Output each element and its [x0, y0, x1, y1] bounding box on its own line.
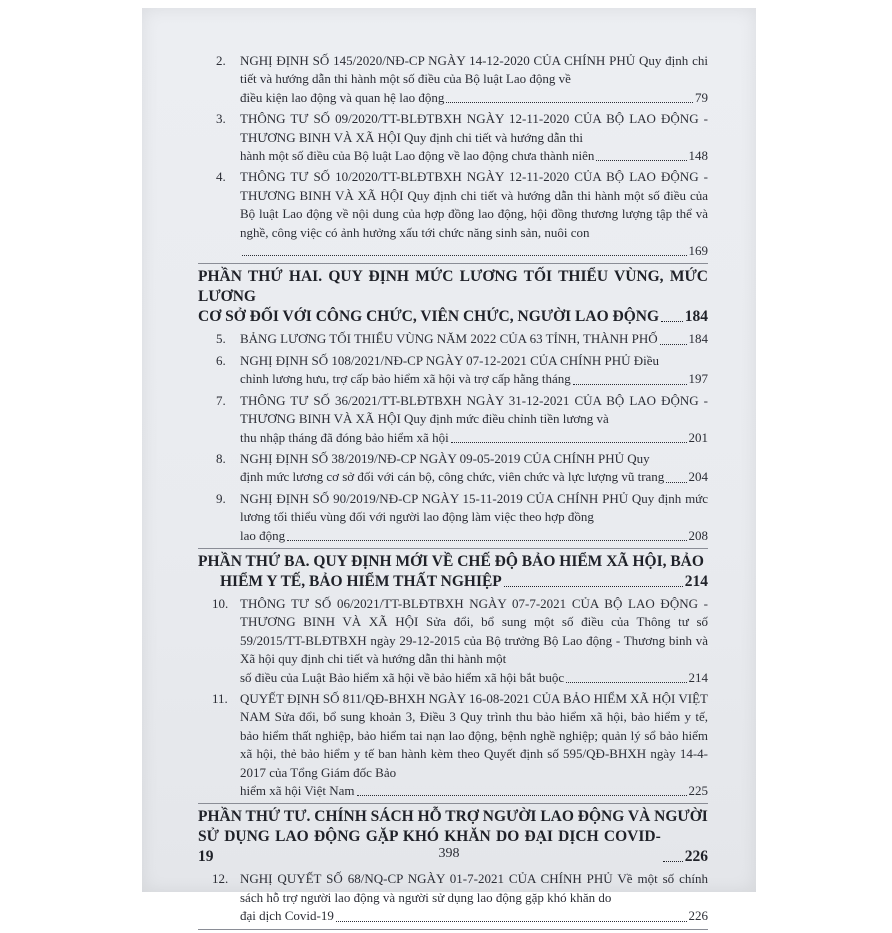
- entry-number: 9.: [216, 490, 226, 506]
- toc-entry: [198, 490, 708, 545]
- entry-text-last: đại dịch Covid-19: [240, 908, 334, 924]
- entry-text: THÔNG TƯ SỐ 09/2020/TT-BLĐTBXH NGÀY 12-11-2020 CỦA BỘ LAO ĐỘNG - THƯƠNG BINH VÀ XÃ HỘI Quy định chi tiết và hướng dẫn thi: [240, 111, 708, 145]
- part-page: 214: [684, 572, 708, 590]
- entry-text-last: hiểm xã hội Việt Nam: [240, 783, 355, 798]
- toc-entry: [198, 690, 708, 800]
- part-page: 226: [684, 848, 708, 866]
- entry-text-last: lao động: [240, 527, 286, 543]
- entry-text-last: hành một số điều của Bộ luật Lao động về lao động chưa thành niên: [240, 148, 595, 164]
- entry-page: 214: [688, 669, 708, 685]
- entry-number: 2.: [216, 53, 226, 68]
- entry-page: 225: [688, 783, 708, 798]
- toc-entry: [198, 450, 708, 487]
- entry-number: 5.: [216, 331, 226, 347]
- entry-text-last: định mức lương cơ sở đối với cán bộ, công chức, viên chức và lực lượng vũ trang: [240, 469, 665, 485]
- part-title-line1: PHẦN THỨ BA. QUY ĐỊNH MỚI VỀ CHẾ ĐỘ BẢO HIỂM XÃ HỘI, BẢO: [198, 552, 704, 570]
- entry-text-last: thu nhập tháng đã đóng bảo hiểm xã hội: [240, 429, 449, 445]
- entry-number: 7.: [216, 392, 226, 408]
- dot-leader: [451, 442, 687, 443]
- book-page: [142, 8, 756, 924]
- entry-text: NGHỊ QUYẾT SỐ 68/NQ-CP NGÀY 01-7-2021 CỦA CHÍNH PHỦ Về một số chính sách hỗ trợ người lao động và người sử dụng lao động gặp khó khăn do: [240, 871, 708, 905]
- toc-entry: [198, 168, 708, 260]
- entry-text: THÔNG TƯ SỐ 36/2021/TT-BLĐTBXH NGÀY 31-12-2021 CỦA BỘ LAO ĐỘNG - THƯƠNG BINH VÀ XÃ HỘI Quy định mức điều chỉnh tiền lương và: [240, 392, 708, 427]
- toc-entry: [198, 330, 708, 348]
- entry-page: 79: [695, 89, 708, 105]
- dot-leader: [596, 160, 686, 161]
- entry-page: 204: [688, 469, 708, 485]
- divider: [198, 263, 708, 264]
- entry-text: THÔNG TƯ SỐ 10/2020/TT-BLĐTBXH NGÀY 12-11-2020 CỦA BỘ LAO ĐỘNG - THƯƠNG BINH VÀ XÃ HỘI Quy định chi tiết và hướng dẫn thi hành một số điều của Bộ luật Lao động về nội dung của hợp đồng lao động, hội đồng thương lượng tập thể và nghề, công việc có ảnh hưởng xấu tới chức năng sinh sản, nuôi con: [240, 169, 708, 240]
- dot-leader: [287, 540, 686, 541]
- table-of-contents: [198, 52, 708, 933]
- entry-text: QUYẾT ĐỊNH SỐ 811/QĐ-BHXH NGÀY 16-08-2021 CỦA BẢO HIỂM XÃ HỘI VIỆT NAM Sửa đổi, bổ sung khoản 3, Điều 3 Quy trình thu bảo hiểm xã hội, bảo hiểm y tế, bảo hiểm thất nghiệp, bảo hiểm tai nạn lao động, bệnh nghề nghiệp; quản lý sổ bảo hiểm xã hội, thẻ bảo hiểm y tế ban hành kèm theo Quyết định số 595/QĐ-BHXH ngày 14-4-2017 của Tổng Giám đốc Bảo: [240, 690, 708, 780]
- entry-page: 201: [688, 429, 708, 445]
- part-page: 184: [684, 308, 708, 326]
- dot-leader: [573, 384, 687, 385]
- entry-text-last: điều kiện lao động và quan hệ lao động: [240, 89, 445, 105]
- entry-text: NGHỊ ĐỊNH SỐ 145/2020/NĐ-CP NGÀY 14-12-2020 CỦA CHÍNH PHỦ Quy định chi tiết và hướng dẫn thi hành một số điều của Bộ luật Lao động về: [240, 53, 708, 87]
- entry-page: 169: [688, 243, 708, 259]
- dot-leader: [336, 921, 687, 922]
- entry-text: NGHỊ ĐỊNH SỐ 90/2019/NĐ-CP NGÀY 15-11-2019 CỦA CHÍNH PHỦ Quy định mức lương tối thiểu vùng đối với người lao động làm việc theo hợp đồng: [240, 490, 708, 525]
- entry-text-last: BẢNG LƯƠNG TỐI THIỂU VÙNG NĂM 2022 CỦA 63 TỈNH, THÀNH PHỐ: [240, 331, 658, 347]
- toc-entry: [198, 595, 708, 687]
- dot-leader: [666, 482, 686, 483]
- dot-leader: [242, 255, 687, 256]
- entry-page: 148: [688, 148, 708, 164]
- part-heading: [198, 552, 708, 592]
- dot-leader: [660, 344, 687, 345]
- toc-entry: [198, 52, 708, 107]
- entry-text: NGHỊ ĐỊNH SỐ 108/2021/NĐ-CP NGÀY 07-12-2021 CỦA CHÍNH PHỦ Điều: [240, 352, 660, 368]
- entry-number: 12.: [212, 871, 229, 887]
- toc-entry: [198, 110, 708, 165]
- page-number: 398: [438, 846, 460, 861]
- entry-text: NGHỊ ĐỊNH SỐ 38/2019/NĐ-CP NGÀY 09-05-2019 CỦA CHÍNH PHỦ Quy: [240, 450, 650, 466]
- toc-entry: [198, 352, 708, 389]
- entry-number: 8.: [216, 450, 226, 466]
- part-title-line2: CƠ SỞ ĐỐI VỚI CÔNG CHỨC, VIÊN CHỨC, NGƯỜI LAO ĐỘNG: [198, 308, 660, 326]
- entry-number: 11.: [212, 690, 228, 706]
- toc-entry: [198, 870, 708, 925]
- entry-number: 3.: [216, 111, 226, 127]
- divider: [198, 803, 708, 804]
- part-title-line2: HIỂM Y TẾ, BẢO HIỂM THẤT NGHIỆP: [220, 572, 502, 590]
- entry-page: 184: [688, 331, 708, 347]
- entry-number: 10.: [212, 595, 229, 611]
- divider: [198, 929, 708, 930]
- dot-leader: [504, 586, 683, 587]
- entry-page: 197: [688, 371, 708, 387]
- dot-leader: [357, 795, 687, 796]
- toc-entry: [198, 392, 708, 447]
- dot-leader: [446, 102, 693, 103]
- part-title-line2: SỬ DỤNG LAO ĐỘNG GẶP KHÓ KHĂN DO ĐẠI DỊCH COVID-19: [198, 828, 661, 866]
- divider: [198, 548, 708, 549]
- entry-text-last: số điều của Luật Bảo hiểm xã hội về bảo hiểm xã hội bắt buộc: [240, 669, 565, 685]
- part-title-line1: PHẦN THỨ HAI. QUY ĐỊNH MỨC LƯƠNG TỐI THIỂU VÙNG, MỨC LƯƠNG: [198, 268, 708, 306]
- entry-page: 226: [688, 908, 708, 924]
- dot-leader: [566, 682, 686, 683]
- dot-leader: [661, 321, 683, 322]
- entry-page: 208: [688, 527, 708, 543]
- entry-text-last: chỉnh lương hưu, trợ cấp bảo hiểm xã hội và trợ cấp hằng tháng: [240, 371, 571, 387]
- part-title-line1: PHẦN THỨ TƯ. CHÍNH SÁCH HỖ TRỢ NGƯỜI LAO ĐỘNG VÀ NGƯỜI: [198, 808, 708, 826]
- entry-number: 6.: [216, 352, 226, 368]
- entry-number: 4.: [216, 169, 226, 185]
- entry-text: THÔNG TƯ SỐ 06/2021/TT-BLĐTBXH NGÀY 07-7-2021 CỦA BỘ LAO ĐỘNG - THƯƠNG BINH VÀ XÃ HỘI Sửa đổi, bổ sung một số điều của Thông tư số 59/2015/TT-BLĐTBXH ngày 29-12-2015 của Bộ trưởng Bộ Lao động - Thương binh và Xã hội quy định chi tiết và hướng dẫn thi hành một: [240, 595, 708, 667]
- part-heading: [198, 267, 708, 327]
